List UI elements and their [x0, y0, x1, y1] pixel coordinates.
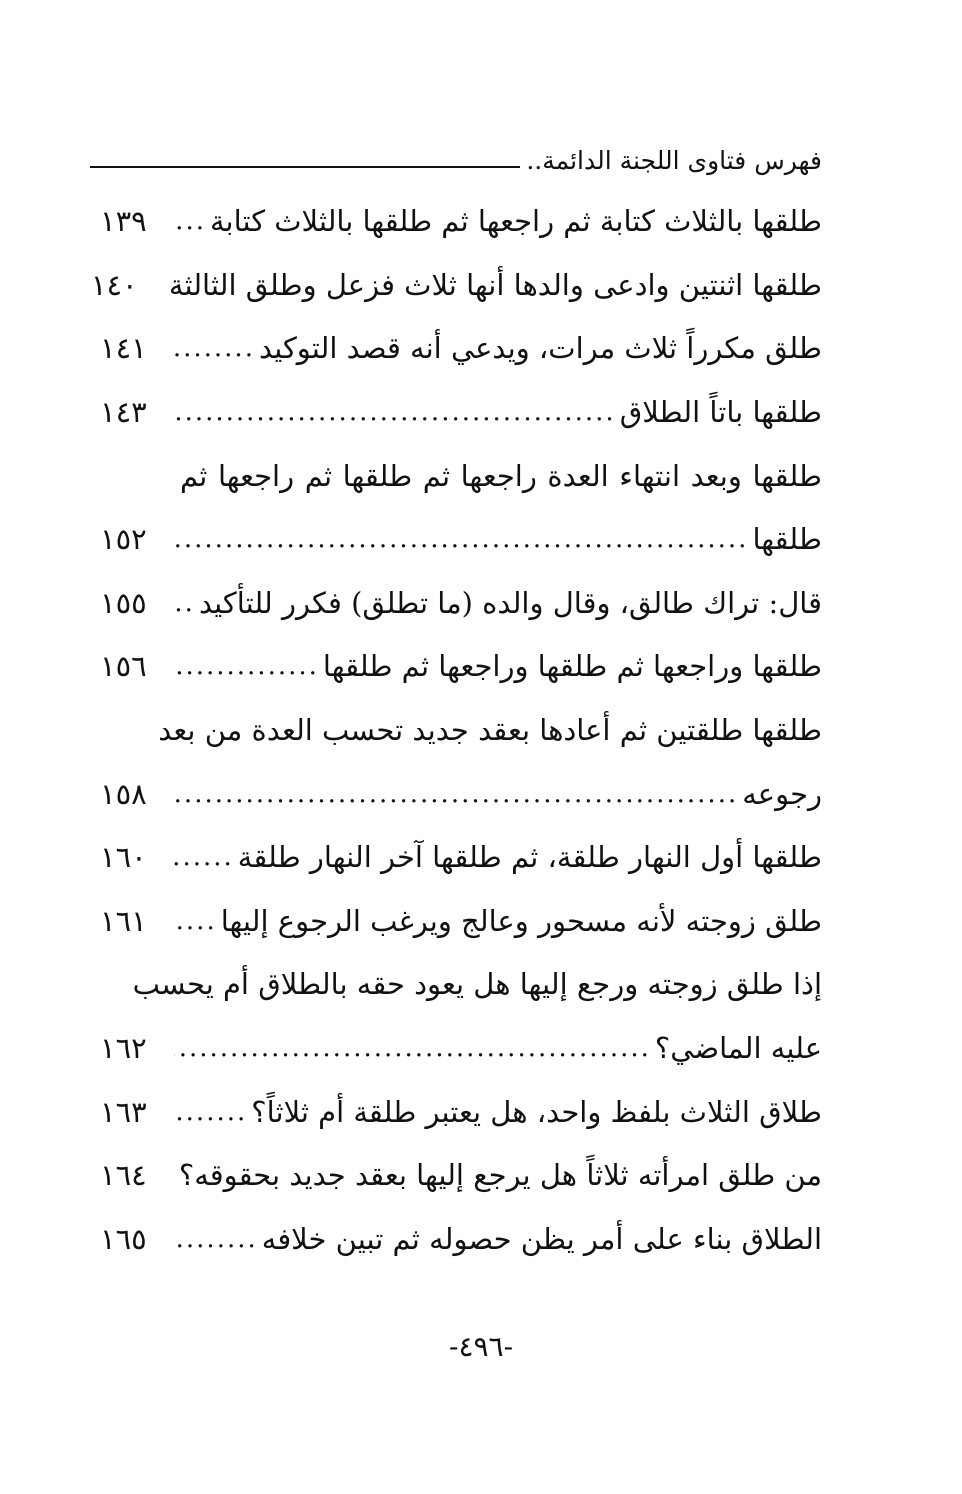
entry-line: [100, 572, 822, 636]
dot-leader: [174, 588, 195, 619]
dot-leader: [174, 651, 319, 682]
index-entry: [100, 699, 822, 826]
entry-line: [100, 190, 822, 254]
dot-leader: [174, 397, 616, 428]
entry-title: طلقها: [752, 522, 822, 557]
dot-leader: [174, 842, 234, 873]
dot-leader: [174, 1033, 651, 1064]
index-entry: [100, 1208, 822, 1272]
header-rule: [90, 166, 520, 168]
entry-title: عليه الماضي؟: [654, 1031, 822, 1066]
entry-line-continued: [100, 699, 822, 763]
index-entry: [100, 317, 822, 381]
entry-page-number: ١٦٣: [100, 1094, 147, 1129]
entry-title: رجوعه: [742, 776, 822, 811]
entry-line: [100, 1208, 822, 1272]
index-entry: [100, 826, 822, 890]
dot-leader: [174, 1097, 247, 1128]
entry-page-number: ١٦٢: [100, 1031, 147, 1066]
entry-title: قال: تراك طالق، وقال والده (ما تطلق) فكرر للتأكيد: [198, 585, 822, 620]
entry-page-number: ١٦١: [100, 903, 147, 938]
entry-page-number: ١٥٢: [100, 522, 147, 557]
entry-page-number: ١٣٩: [100, 204, 147, 239]
index-entry: [100, 953, 822, 1080]
entry-page-number: ١٥٦: [100, 649, 147, 684]
index-entry: [100, 635, 822, 699]
entry-title: طلق مكرراً ثلاث مرات، ويدعي أنه قصد التوكيد: [258, 331, 822, 366]
dot-leader: [174, 779, 738, 810]
entry-line: [100, 1144, 822, 1208]
entry-title: طلقها وبعد انتهاء العدة راجعها ثم طلقها ثم راجعها ثم: [180, 458, 822, 493]
entry-page-number: ١٤٠: [90, 267, 138, 302]
entry-title: طلقها طلقتين ثم أعادها بعقد جديد تحسب العدة من بعد: [158, 713, 822, 748]
entry-page-number: ١٥٥: [100, 585, 147, 620]
entry-title: طلقها باتاً الطلاق: [619, 395, 822, 430]
dot-leader: [174, 906, 217, 937]
entry-page-number: ١٤١: [100, 331, 147, 366]
index-list: [90, 190, 822, 1271]
entry-line: [90, 254, 822, 318]
entry-title: طلقها أول النهار طلقة، ثم طلقها آخر النهار طلقة: [237, 840, 822, 875]
entry-title: طلقها وراجعها ثم طلقها وراجعها ثم طلقها: [322, 649, 822, 684]
entry-page-number: ١٦٠: [100, 840, 147, 875]
entry-title: طلق زوجته لأنه مسحور وعالج ويرغب الرجوع إليها: [220, 903, 822, 938]
dot-leader: [174, 333, 255, 364]
entry-line: [100, 890, 822, 954]
index-entry: [100, 190, 822, 254]
entry-line: [100, 1017, 822, 1081]
index-entry: [100, 890, 822, 954]
index-entry: [100, 1144, 822, 1208]
entry-title: من طلق امرأته ثلاثاً هل يرجع إليها بعقد جديد بحقوقه؟: [178, 1158, 822, 1193]
running-header: [90, 140, 822, 180]
index-entry: [100, 444, 822, 571]
index-entry: [100, 572, 822, 636]
entry-line-continued: [100, 444, 822, 508]
entry-line: [100, 381, 822, 445]
entry-line: [100, 826, 822, 890]
header-title: فهرس فتاوى اللجنة الدائمة..: [526, 145, 822, 175]
dot-leader: [174, 206, 206, 237]
index-entry: [100, 381, 822, 445]
entry-title: طلاق الثلاث بلفظ واحد، هل يعتبر طلقة أم ثلاثاً؟: [251, 1094, 822, 1129]
entry-title: طلقها بالثلاث كتابة ثم راجعها ثم طلقها بالثلاث كتابة: [209, 204, 822, 239]
entry-title: الطلاق بناء على أمر يظن حصوله ثم تبين خلافه: [261, 1221, 822, 1256]
dot-leader: [174, 1160, 175, 1191]
entry-title: إذا طلق زوجته ورجع إليها هل يعود حقه بالطلاق أم يحسب: [132, 967, 822, 1002]
entry-line: [100, 317, 822, 381]
entry-line: [100, 762, 822, 826]
index-entry: [100, 1080, 822, 1144]
entry-line: [100, 508, 822, 572]
dot-leader: [174, 524, 748, 555]
entry-page-number: ١٤٣: [100, 395, 147, 430]
entry-title: طلقها اثنتين وادعى والدها أنها ثلاث فزعل وطلق الثالثة: [168, 267, 822, 302]
entry-page-number: ١٥٨: [100, 776, 147, 811]
index-entry: [90, 254, 822, 318]
entry-page-number: ١٦٤: [100, 1158, 147, 1193]
dot-leader: [174, 1224, 258, 1255]
entry-line-continued: [100, 953, 822, 1017]
entry-line: [100, 635, 822, 699]
entry-line: [100, 1080, 822, 1144]
entry-page-number: ١٦٥: [100, 1221, 147, 1256]
page-number: -٤٩٦-: [448, 1330, 514, 1363]
